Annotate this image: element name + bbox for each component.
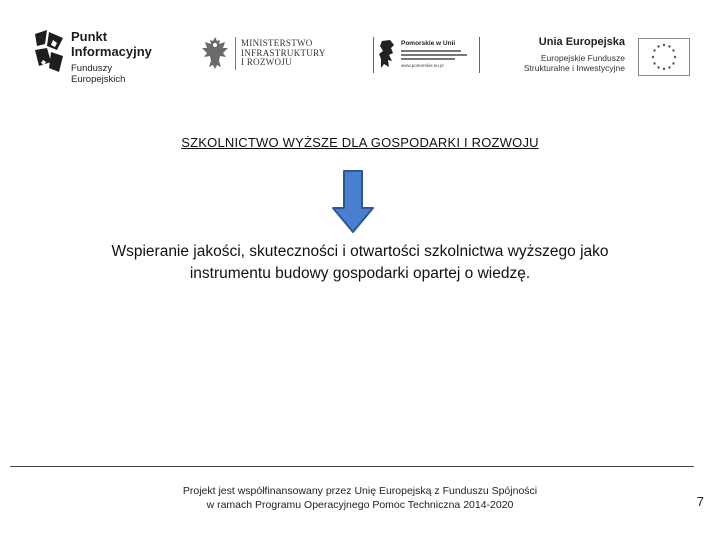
page-number: 7 bbox=[696, 494, 704, 509]
slide-text-line2: instrumentu budowy gospodarki opartej o wiedzę. bbox=[189, 265, 531, 282]
pomorskie-url: www.pomorskie.eu.pl bbox=[401, 63, 444, 68]
pomorskie-subline bbox=[401, 50, 461, 52]
slide-heading: SZKOLNICTWO WYŻSZE DLA GOSPODARKI I ROZWOJU bbox=[181, 135, 539, 150]
polish-eagle-emblem-icon bbox=[200, 34, 230, 72]
eu-line3: Strukturalne i Inwestycyjne bbox=[523, 63, 625, 73]
footer-line2: w ramach Programu Operacyjnego Pomoc Techniczna 2014-2020 bbox=[206, 499, 514, 511]
punkt-informacyjny-logo-icon bbox=[33, 28, 65, 78]
logo-eu bbox=[520, 36, 690, 76]
eu-line2: Europejskie Fundusze bbox=[540, 53, 625, 63]
footer-divider bbox=[10, 466, 694, 467]
punkt-line1: Punkt bbox=[71, 29, 108, 44]
footer-line1: Projekt jest współfinansowany przez Unię Europejską z Funduszu Spójności bbox=[182, 485, 538, 497]
ministry-line1: MINISTERSTWO bbox=[241, 38, 313, 48]
punkt-line3: Funduszy Europejskich bbox=[71, 63, 126, 85]
down-arrow-icon bbox=[331, 170, 375, 234]
ministry-text bbox=[241, 39, 326, 68]
logo-punkt-informacyjny bbox=[33, 28, 163, 85]
logo-ministry bbox=[200, 34, 330, 74]
slide-text-line1: Wspieranie jakości, skuteczności i otwartości szkolnictwa wyższego jako bbox=[111, 243, 609, 260]
pomorskie-subline bbox=[401, 58, 455, 60]
eu-line1: Unia Europejska bbox=[538, 36, 625, 48]
ministry-separator bbox=[235, 37, 236, 70]
ministry-line3: I ROZWOJU bbox=[241, 57, 292, 67]
eu-flag-icon bbox=[638, 38, 690, 76]
logo-bar bbox=[0, 0, 720, 95]
pomeranian-griffin-icon bbox=[378, 39, 396, 69]
pomorskie-subline bbox=[401, 54, 467, 56]
footer-text bbox=[110, 484, 610, 512]
punkt-line2: Informacyjny bbox=[71, 44, 152, 59]
ministry-line2: INFRASTRUKTURY bbox=[241, 47, 326, 58]
pomorskie-title: Pomorskie w Unii bbox=[401, 40, 456, 47]
logo-pomorskie bbox=[373, 37, 480, 73]
slide-text bbox=[60, 241, 660, 285]
